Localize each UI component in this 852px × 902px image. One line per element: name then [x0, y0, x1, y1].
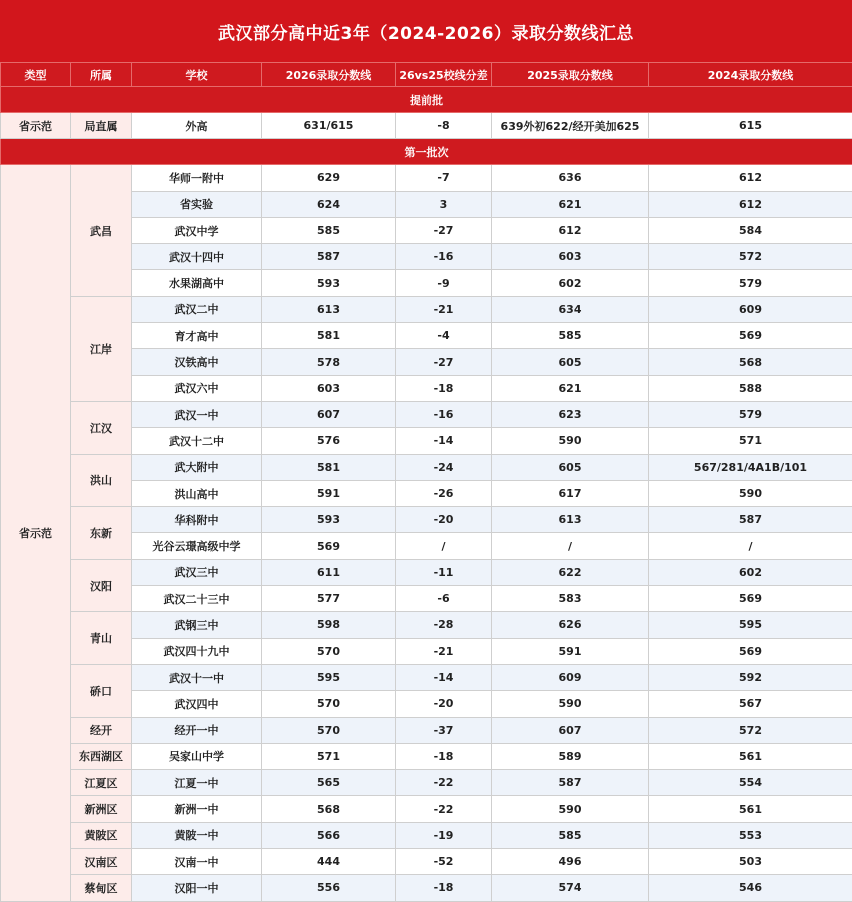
diff-cell: -37: [396, 717, 492, 743]
diff-cell: -7: [396, 165, 492, 191]
table-row: [1, 113, 852, 139]
district-cell: 武昌: [71, 165, 132, 296]
diff-cell: -11: [396, 559, 492, 585]
type-cell: 省示范: [1, 113, 71, 139]
school-cell: 黄陂一中: [132, 822, 262, 848]
header-score-2026: 2026录取分数线: [262, 63, 396, 87]
table-row: [1, 875, 852, 901]
district-cell: 硚口: [71, 664, 132, 717]
score-2025-cell: 613: [492, 507, 649, 533]
score-2025-cell: 585: [492, 822, 649, 848]
score-table: [0, 62, 852, 902]
school-cell: 水果湖高中: [132, 270, 262, 296]
score-2026-cell: 570: [262, 691, 396, 717]
school-cell: 汉南一中: [132, 849, 262, 875]
score-2025-cell: 587: [492, 770, 649, 796]
score-2025-cell: 574: [492, 875, 649, 901]
diff-cell: -14: [396, 664, 492, 690]
table-row: [1, 165, 852, 191]
score-2026-cell: 591: [262, 480, 396, 506]
school-cell: 武汉四中: [132, 691, 262, 717]
score-2025-cell: 621: [492, 375, 649, 401]
diff-cell: -16: [396, 401, 492, 427]
score-2026-cell: 593: [262, 270, 396, 296]
score-2026-cell: 576: [262, 428, 396, 454]
score-2026-cell: 566: [262, 822, 396, 848]
table-row: [1, 507, 852, 533]
diff-cell: -14: [396, 428, 492, 454]
header-district: 所属: [71, 63, 132, 87]
score-2024-cell: 554: [649, 770, 852, 796]
score-2026-cell: 613: [262, 296, 396, 322]
diff-cell: -24: [396, 454, 492, 480]
score-2026-cell: 444: [262, 849, 396, 875]
district-cell: 黄陂区: [71, 822, 132, 848]
diff-cell: -20: [396, 507, 492, 533]
district-cell: 青山: [71, 612, 132, 665]
score-2026-cell: 593: [262, 507, 396, 533]
district-cell: 东西湖区: [71, 743, 132, 769]
school-cell: 武汉三中: [132, 559, 262, 585]
school-cell: 华师一附中: [132, 165, 262, 191]
score-2024-cell: 609: [649, 296, 852, 322]
score-2025-cell: 617: [492, 480, 649, 506]
score-2026-cell: 629: [262, 165, 396, 191]
score-2024-cell: 569: [649, 586, 852, 612]
page-title: 武汉部分高中近3年（2024-2026）录取分数线汇总: [0, 0, 852, 62]
score-2024-cell: 567: [649, 691, 852, 717]
score-2025-cell: 626: [492, 612, 649, 638]
table-row: [1, 612, 852, 638]
score-2025-cell: 496: [492, 849, 649, 875]
table-row: [1, 664, 852, 690]
diff-cell: -22: [396, 796, 492, 822]
score-2025-cell: 602: [492, 270, 649, 296]
score-2025-cell: 612: [492, 217, 649, 243]
district-cell: 经开: [71, 717, 132, 743]
score-2026-cell: 570: [262, 717, 396, 743]
school-cell: 武汉二十三中: [132, 586, 262, 612]
diff-cell: -21: [396, 296, 492, 322]
score-2024-cell: 584: [649, 217, 852, 243]
district-cell: 江汉: [71, 401, 132, 454]
diff-cell: -6: [396, 586, 492, 612]
school-cell: 江夏一中: [132, 770, 262, 796]
score-2026-cell: 587: [262, 244, 396, 270]
score-2024-cell: 569: [649, 323, 852, 349]
score-2025-cell: 609: [492, 664, 649, 690]
school-cell: 新洲一中: [132, 796, 262, 822]
district-cell: 江夏区: [71, 770, 132, 796]
table-row: [1, 822, 852, 848]
score-2024-cell: 503: [649, 849, 852, 875]
score-2026-cell: 581: [262, 454, 396, 480]
score-2025-cell: 623: [492, 401, 649, 427]
district-cell: 江岸: [71, 296, 132, 401]
school-cell: 武汉十一中: [132, 664, 262, 690]
diff-cell: -9: [396, 270, 492, 296]
header-school: 学校: [132, 63, 262, 87]
score-2025-cell: 590: [492, 691, 649, 717]
diff-cell: -26: [396, 480, 492, 506]
score-2024-cell: 572: [649, 244, 852, 270]
district-cell: 东新: [71, 507, 132, 560]
diff-cell: -20: [396, 691, 492, 717]
score-2025-cell: 607: [492, 717, 649, 743]
table-row: [1, 796, 852, 822]
table-row: [1, 401, 852, 427]
score-2025-cell: /: [492, 533, 649, 559]
diff-cell: -18: [396, 375, 492, 401]
score-2024-cell: 546: [649, 875, 852, 901]
score-2024-cell: 579: [649, 401, 852, 427]
score-2025-cell: 585: [492, 323, 649, 349]
header-score-2025: 2025录取分数线: [492, 63, 649, 87]
score-2026-cell: 581: [262, 323, 396, 349]
score-2024-cell: 568: [649, 349, 852, 375]
score-2024-cell: 553: [649, 822, 852, 848]
school-cell: 吴家山中学: [132, 743, 262, 769]
score-2026-cell: 585: [262, 217, 396, 243]
diff-cell: -28: [396, 612, 492, 638]
score-2026-cell: 598: [262, 612, 396, 638]
score-2026-cell: 595: [262, 664, 396, 690]
section-first-row: [1, 139, 852, 165]
score-2024-cell: 571: [649, 428, 852, 454]
table-row: [1, 296, 852, 322]
score-2025-cell: 639外初622/经开美加625: [492, 113, 649, 139]
score-2024-cell: 602: [649, 559, 852, 585]
score-2026-cell: 607: [262, 401, 396, 427]
type-cell: 省示范: [1, 165, 71, 901]
score-2025-cell: 634: [492, 296, 649, 322]
score-2026-cell: 569: [262, 533, 396, 559]
table-row: [1, 559, 852, 585]
score-2026-cell: 631/615: [262, 113, 396, 139]
table-row: [1, 743, 852, 769]
school-cell: 武汉四十九中: [132, 638, 262, 664]
table-row: [1, 770, 852, 796]
table-row: [1, 454, 852, 480]
score-2025-cell: 605: [492, 349, 649, 375]
school-cell: 武汉十二中: [132, 428, 262, 454]
school-cell: 武汉中学: [132, 217, 262, 243]
score-2026-cell: 624: [262, 191, 396, 217]
diff-cell: -27: [396, 217, 492, 243]
district-cell: 汉阳: [71, 559, 132, 612]
table-header-row: [1, 63, 852, 87]
score-2026-cell: 603: [262, 375, 396, 401]
district-cell: 蔡甸区: [71, 875, 132, 901]
score-2024-cell: 587: [649, 507, 852, 533]
score-2024-cell: 592: [649, 664, 852, 690]
school-cell: 武钢三中: [132, 612, 262, 638]
score-2024-cell: 612: [649, 165, 852, 191]
score-2024-cell: 612: [649, 191, 852, 217]
score-2026-cell: 570: [262, 638, 396, 664]
score-2024-cell: 595: [649, 612, 852, 638]
score-2024-cell: 590: [649, 480, 852, 506]
diff-cell: -18: [396, 743, 492, 769]
section-early-row: [1, 87, 852, 113]
school-cell: 经开一中: [132, 717, 262, 743]
diff-cell: -21: [396, 638, 492, 664]
score-2024-cell: 615: [649, 113, 852, 139]
score-2025-cell: 590: [492, 428, 649, 454]
section-first-label: 第一批次: [1, 139, 852, 165]
diff-cell: 3: [396, 191, 492, 217]
district-cell: 汉南区: [71, 849, 132, 875]
diff-cell: -8: [396, 113, 492, 139]
school-cell: 汉阳一中: [132, 875, 262, 901]
school-cell: 育才高中: [132, 323, 262, 349]
score-2025-cell: 589: [492, 743, 649, 769]
score-2025-cell: 591: [492, 638, 649, 664]
district-cell: 新洲区: [71, 796, 132, 822]
school-cell: 省实验: [132, 191, 262, 217]
score-2024-cell: 572: [649, 717, 852, 743]
header-score-2024: 2024录取分数线: [649, 63, 852, 87]
score-2024-cell: 567/281/4A1B/101: [649, 454, 852, 480]
school-cell: 洪山高中: [132, 480, 262, 506]
diff-cell: -22: [396, 770, 492, 796]
school-cell: 武汉六中: [132, 375, 262, 401]
score-2025-cell: 605: [492, 454, 649, 480]
school-cell: 武汉十四中: [132, 244, 262, 270]
score-2026-cell: 577: [262, 586, 396, 612]
score-2026-cell: 578: [262, 349, 396, 375]
score-2025-cell: 621: [492, 191, 649, 217]
section-early-label: 提前批: [1, 87, 852, 113]
diff-cell: -16: [396, 244, 492, 270]
score-2024-cell: 561: [649, 796, 852, 822]
school-cell: 外高: [132, 113, 262, 139]
score-2025-cell: 603: [492, 244, 649, 270]
school-cell: 武汉二中: [132, 296, 262, 322]
score-2024-cell: 561: [649, 743, 852, 769]
score-2026-cell: 571: [262, 743, 396, 769]
school-cell: 华科附中: [132, 507, 262, 533]
score-2024-cell: /: [649, 533, 852, 559]
header-diff: 26vs25校线分差: [396, 63, 492, 87]
score-2026-cell: 611: [262, 559, 396, 585]
diff-cell: -27: [396, 349, 492, 375]
district-cell: 洪山: [71, 454, 132, 507]
score-2026-cell: 568: [262, 796, 396, 822]
diff-cell: -18: [396, 875, 492, 901]
diff-cell: /: [396, 533, 492, 559]
score-2025-cell: 636: [492, 165, 649, 191]
table-row: [1, 849, 852, 875]
school-cell: 汉铁高中: [132, 349, 262, 375]
school-cell: 武汉一中: [132, 401, 262, 427]
school-cell: 光谷云璟高级中学: [132, 533, 262, 559]
header-type: 类型: [1, 63, 71, 87]
score-2026-cell: 565: [262, 770, 396, 796]
score-2024-cell: 588: [649, 375, 852, 401]
table-row: [1, 717, 852, 743]
school-cell: 武大附中: [132, 454, 262, 480]
score-2026-cell: 556: [262, 875, 396, 901]
district-cell: 局直属: [71, 113, 132, 139]
diff-cell: -4: [396, 323, 492, 349]
score-2024-cell: 579: [649, 270, 852, 296]
diff-cell: -19: [396, 822, 492, 848]
score-2025-cell: 622: [492, 559, 649, 585]
diff-cell: -52: [396, 849, 492, 875]
score-2024-cell: 569: [649, 638, 852, 664]
score-2025-cell: 590: [492, 796, 649, 822]
score-2025-cell: 583: [492, 586, 649, 612]
